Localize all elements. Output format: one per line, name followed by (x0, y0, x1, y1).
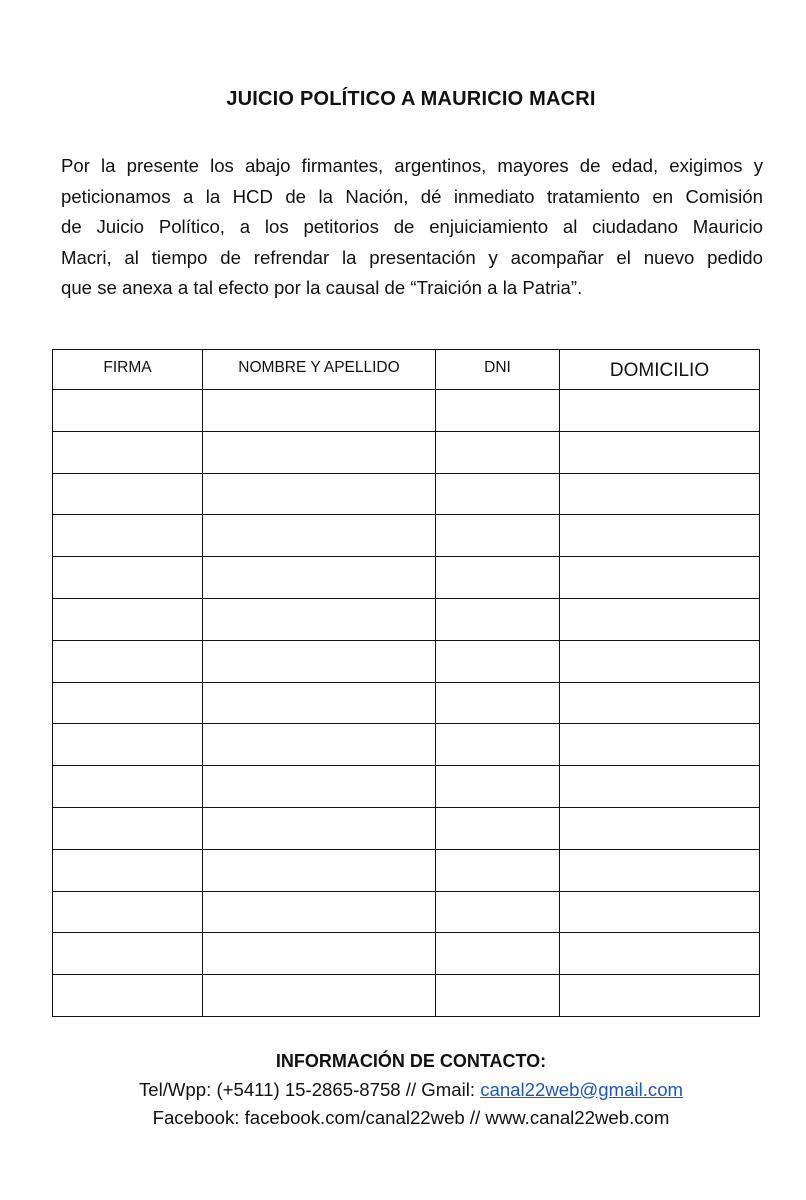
column-header-firma: FIRMA (53, 350, 203, 390)
cell-domicilio[interactable] (560, 557, 760, 599)
cell-domicilio[interactable] (560, 598, 760, 640)
cell-nombre[interactable] (203, 849, 436, 891)
table-row (53, 598, 760, 640)
cell-firma[interactable] (53, 933, 203, 975)
cell-dni[interactable] (436, 807, 560, 849)
table-row (53, 682, 760, 724)
cell-nombre[interactable] (203, 807, 436, 849)
cell-dni[interactable] (436, 682, 560, 724)
table-row (53, 891, 760, 933)
cell-firma[interactable] (53, 640, 203, 682)
cell-nombre[interactable] (203, 766, 436, 808)
cell-dni[interactable] (436, 933, 560, 975)
table-row (53, 849, 760, 891)
cell-nombre[interactable] (203, 891, 436, 933)
cell-domicilio[interactable] (560, 473, 760, 515)
table-row (53, 640, 760, 682)
cell-nombre[interactable] (203, 598, 436, 640)
cell-nombre[interactable] (203, 557, 436, 599)
contact-heading: INFORMACIÓN DE CONTACTO: (275, 1051, 547, 1071)
cell-firma[interactable] (53, 431, 203, 473)
cell-nombre[interactable] (203, 975, 436, 1017)
cell-dni[interactable] (436, 390, 560, 432)
cell-dni[interactable] (436, 598, 560, 640)
contact-info (0, 1047, 806, 1133)
cell-dni[interactable] (436, 975, 560, 1017)
contact-social-line: Facebook: facebook.com/canal22web // www.canal22web.com (152, 1107, 670, 1128)
table-row (53, 933, 760, 975)
cell-domicilio[interactable] (560, 640, 760, 682)
cell-dni[interactable] (436, 724, 560, 766)
cell-firma[interactable] (53, 473, 203, 515)
table-row (53, 473, 760, 515)
contact-phone: Tel/Wpp: (+5411) 15-2865-8758 // Gmail: (138, 1078, 481, 1100)
table-row (53, 766, 760, 808)
table-row (53, 975, 760, 1017)
table-row (53, 724, 760, 766)
cell-domicilio[interactable] (560, 431, 760, 473)
cell-dni[interactable] (436, 557, 560, 599)
cell-firma[interactable] (53, 682, 203, 724)
table-row (53, 390, 760, 432)
intro-line: Por la presente los abajo firmantes, argentinos, mayores de edad, exigimos y (61, 155, 763, 176)
signature-table-body (53, 390, 760, 1017)
table-row (53, 515, 760, 557)
cell-firma[interactable] (53, 891, 203, 933)
contact-phone-email-line (0, 1076, 806, 1105)
cell-nombre[interactable] (203, 515, 436, 557)
cell-firma[interactable] (53, 598, 203, 640)
cell-dni[interactable] (436, 473, 560, 515)
cell-nombre[interactable] (203, 640, 436, 682)
cell-dni[interactable] (436, 431, 560, 473)
table-header-row (53, 350, 760, 390)
cell-dni[interactable] (436, 891, 560, 933)
table-row (53, 431, 760, 473)
cell-nombre[interactable] (203, 473, 436, 515)
cell-dni[interactable] (436, 849, 560, 891)
signature-table (52, 349, 760, 1017)
table-row (53, 557, 760, 599)
cell-firma[interactable] (53, 390, 203, 432)
intro-line: de Juicio Político, a los petitorios de enjuiciamiento al ciudadano Mauricio (61, 216, 763, 238)
cell-domicilio[interactable] (560, 807, 760, 849)
cell-nombre[interactable] (203, 682, 436, 724)
document-title: JUICIO POLÍTICO A MAURICIO MACRI (226, 88, 596, 110)
cell-nombre[interactable] (203, 933, 436, 975)
cell-dni[interactable] (436, 766, 560, 808)
cell-firma[interactable] (53, 975, 203, 1017)
table-row (53, 807, 760, 849)
cell-domicilio[interactable] (560, 891, 760, 933)
intro-line: peticionamos a la HCD de la Nación, dé inmediato tratamiento en Comisión (61, 185, 763, 207)
cell-nombre[interactable] (203, 724, 436, 766)
column-header-dni: DNI (436, 350, 560, 390)
cell-domicilio[interactable] (560, 849, 760, 891)
cell-firma[interactable] (53, 807, 203, 849)
cell-domicilio[interactable] (560, 933, 760, 975)
column-header-nombre: NOMBRE Y APELLIDO (203, 350, 436, 390)
intro-line: que se anexa a tal efecto por la causal de “Traición a la Patria”. (61, 277, 583, 299)
cell-firma[interactable] (53, 515, 203, 557)
column-header-domicilio: DOMICILIO (560, 350, 760, 390)
cell-domicilio[interactable] (560, 515, 760, 557)
cell-domicilio[interactable] (560, 682, 760, 724)
cell-firma[interactable] (53, 724, 203, 766)
cell-dni[interactable] (436, 515, 560, 557)
cell-nombre[interactable] (203, 390, 436, 432)
email-link[interactable]: canal22web@gmail.com (480, 1078, 684, 1100)
cell-dni[interactable] (436, 640, 560, 682)
cell-domicilio[interactable] (560, 724, 760, 766)
cell-firma[interactable] (53, 766, 203, 808)
intro-paragraph (61, 151, 763, 304)
cell-firma[interactable] (53, 849, 203, 891)
cell-domicilio[interactable] (560, 766, 760, 808)
cell-domicilio[interactable] (560, 390, 760, 432)
cell-firma[interactable] (53, 557, 203, 599)
intro-line: Macri, al tiempo de refrendar la presentación y acompañar el nuevo pedido (61, 246, 763, 268)
cell-nombre[interactable] (203, 431, 436, 473)
cell-domicilio[interactable] (560, 975, 760, 1017)
